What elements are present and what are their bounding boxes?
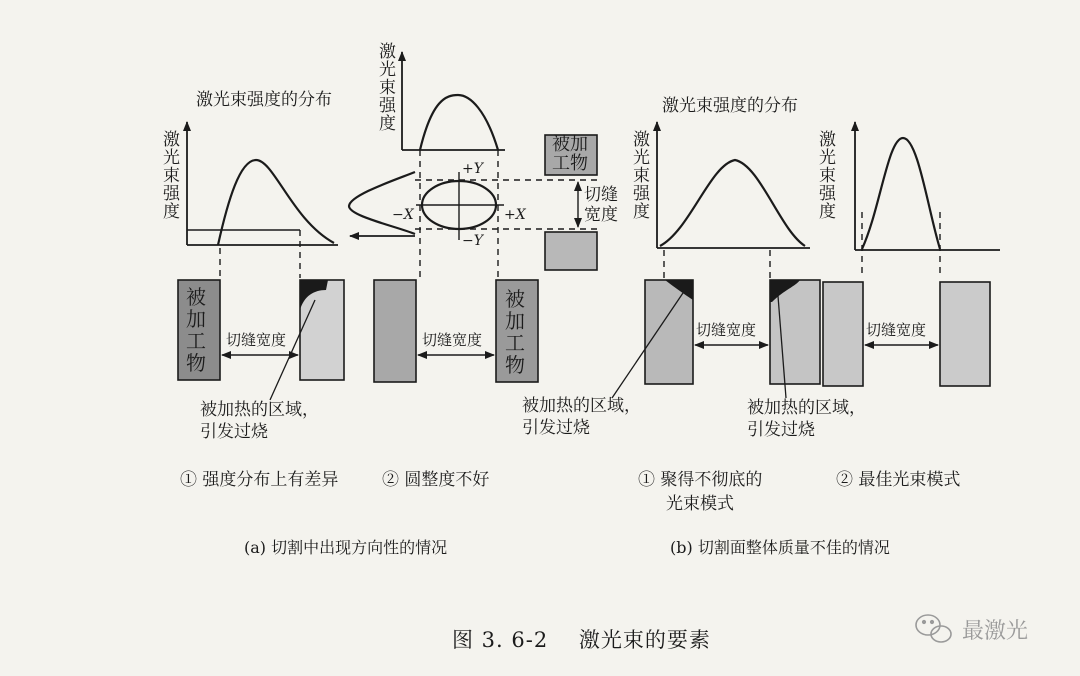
top-gaussian-curve [420,95,498,150]
heated-zone-label-line1: 被加热的区域， [200,400,319,420]
kerf-width-label: 切缝宽度 [696,321,757,339]
heated-zone-label-line2: 引发过烧 [200,422,268,442]
plus-y-label: +Y [462,161,483,177]
workpiece-left [823,282,863,386]
intensity-axis-label: 激光束强度 [159,130,179,220]
intensity-axis-label: 激光束强度 [815,130,835,220]
skewed-intensity-curve [218,160,334,245]
panel-b-caption: (b) 切割面整体质量不佳的情况 [670,538,890,557]
workpiece-block-label: 被加 工物 [552,134,588,174]
heated-zone-label-line1: 被加热的区域， [747,398,866,418]
figure-caption: 图 3. 6-2 激光束的要素 [452,628,711,652]
panel-a-item2: ② 圆整度不好 [382,470,490,490]
workpiece-right [940,282,990,386]
panel-a-item1: ① 强度分布上有差异 [180,470,339,490]
workpiece-left [645,280,693,384]
minus-y-label: −Y [462,233,483,249]
distribution-title: 激光束强度的分布 [196,90,332,110]
heated-zone-label-line2: 引发过烧 [747,420,815,440]
minus-x-label: −X [392,207,414,223]
kerf-width-label: 切缝宽度 [422,331,483,349]
heated-zone-label-line1: 被加热的区域， [522,396,641,416]
panel-b-item2: ② 最佳光束模式 [836,470,961,490]
workpiece-label: 被 加 工 物 [186,285,206,375]
heated-zone-label-line2: 引发过烧 [522,418,590,438]
kerf-width-stack: 切缝 宽度 [584,185,618,225]
workpiece-label: 被 加 工 物 [505,287,525,377]
narrow-intensity-curve [862,138,940,249]
distribution-title: 激光束强度的分布 [662,96,798,116]
side-gaussian-curve [349,172,415,234]
watermark [962,614,1028,645]
workpiece-bottom-block [545,232,597,270]
intensity-axis-label: 激光束强度 [629,130,649,220]
watermark-text: 最激光 [962,619,1029,644]
wechat-icon [916,615,951,642]
wide-intensity-curve [660,160,805,246]
workpiece-left [374,280,416,382]
panel-a-left-plot [187,122,338,278]
intensity-axis-label: 激光束强度 [375,42,395,132]
kerf-width-label: 切缝宽度 [226,331,287,349]
panel-a-caption: (a) 切割中出现方向性的情况 [244,538,448,557]
kerf-width-label: 切缝宽度 [866,321,927,339]
panel-b-item1-line1: ① 聚得不彻底的 [638,470,763,490]
panel-b-item1-line2: 光束模式 [666,494,734,514]
plus-x-label: +X [504,207,526,223]
